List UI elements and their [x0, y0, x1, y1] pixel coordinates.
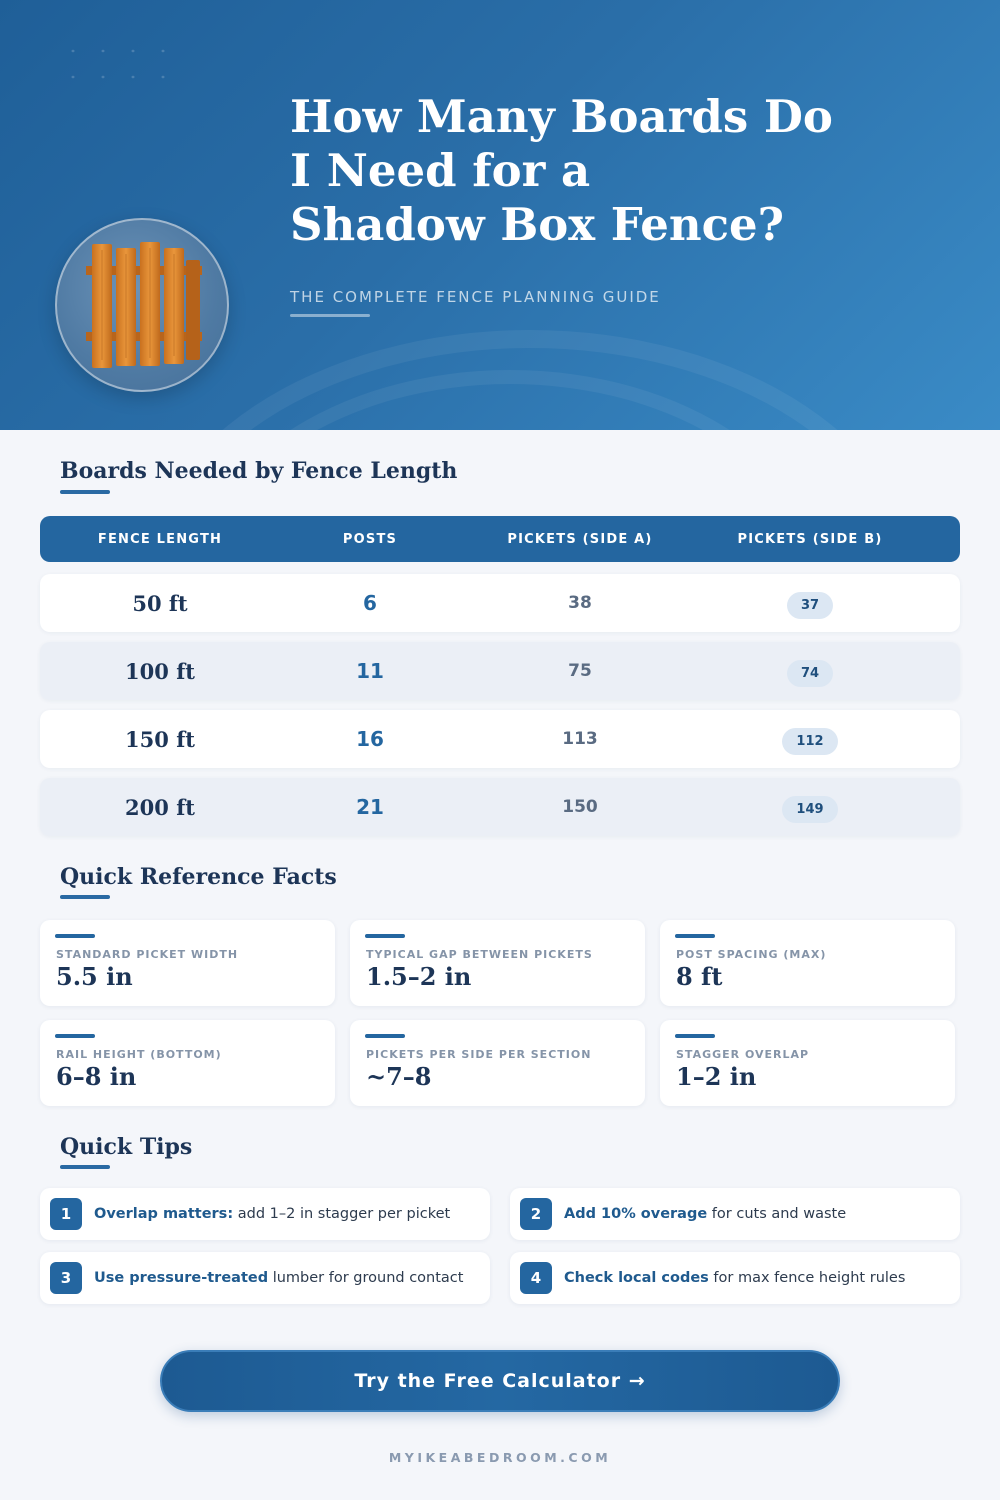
fact-accent-bar — [55, 934, 95, 938]
subtitle-divider — [290, 314, 370, 317]
value-pill: 74 — [787, 660, 833, 687]
page-subtitle: THE COMPLETE FENCE PLANNING GUIDE — [290, 288, 661, 306]
fact-value: 1.5–2 in — [366, 962, 472, 991]
cell-fence-length: 50 ft — [132, 590, 188, 616]
tip-emphasis: Use pressure-treated — [94, 1270, 269, 1286]
tip-text — [564, 1206, 846, 1222]
tip-emphasis: Check local codes — [564, 1270, 709, 1286]
column-header-pickets-side-b: PICKETS (SIDE B) — [737, 531, 883, 547]
table-row — [40, 574, 960, 632]
tip-detail: for cuts and waste — [707, 1206, 847, 1222]
fact-label: TYPICAL GAP BETWEEN PICKETS — [366, 948, 593, 961]
facts-section-title: Quick Reference Facts — [60, 864, 337, 890]
fact-label: PICKETS PER SIDE PER SECTION — [366, 1048, 592, 1061]
fact-accent-bar — [365, 1034, 405, 1038]
table-header — [40, 516, 960, 562]
footer-site-link[interactable]: MYIKEABEDROOM.COM — [388, 1450, 612, 1465]
tip-card — [40, 1188, 490, 1240]
hero-banner — [0, 0, 1000, 430]
fact-accent-bar — [675, 1034, 715, 1038]
column-header-posts: POSTS — [342, 531, 398, 547]
table-row — [40, 710, 960, 768]
fact-accent-bar — [365, 934, 405, 938]
tip-number-badge: 4 — [520, 1262, 552, 1294]
cell-fence-length: 200 ft — [125, 794, 195, 820]
tip-number-badge: 3 — [50, 1262, 82, 1294]
title-line: Shadow Box Fence? — [290, 198, 785, 251]
fact-value: 5.5 in — [56, 962, 133, 991]
fact-card — [350, 920, 645, 1006]
page-title — [290, 90, 910, 252]
fact-card — [40, 920, 335, 1006]
table-row — [40, 778, 960, 836]
section-divider — [60, 490, 110, 494]
cell-posts: 21 — [356, 795, 384, 819]
cell-pickets-side-a: 150 — [562, 797, 598, 817]
cell-pickets-side-b — [700, 588, 920, 619]
tip-detail: lumber for ground contact — [268, 1270, 464, 1286]
cell-pickets-side-b — [700, 792, 920, 823]
fact-accent-bar — [675, 934, 715, 938]
tip-text — [564, 1270, 905, 1286]
fact-label: STANDARD PICKET WIDTH — [56, 948, 239, 961]
tip-detail: for max fence height rules — [708, 1270, 906, 1286]
fact-card — [40, 1020, 335, 1106]
cell-pickets-side-b — [700, 656, 920, 687]
tip-text — [94, 1206, 450, 1222]
fact-accent-bar — [55, 1034, 95, 1038]
tip-number-badge: 2 — [520, 1198, 552, 1230]
cell-pickets-side-a: 75 — [568, 661, 592, 681]
tip-emphasis: Overlap matters: — [94, 1206, 234, 1222]
fact-value: 8 ft — [676, 962, 723, 991]
try-calculator-button[interactable]: Try the Free Calculator → — [160, 1350, 840, 1412]
value-pill: 149 — [782, 796, 837, 823]
tip-detail: add 1–2 in stagger per picket — [233, 1206, 451, 1222]
fact-value: 1–2 in — [676, 1062, 757, 1091]
tips-section-title: Quick Tips — [60, 1134, 193, 1160]
fact-value: 6–8 in — [56, 1062, 137, 1091]
tip-emphasis: Add 10% overage — [564, 1206, 708, 1222]
fact-label: POST SPACING (MAX) — [676, 948, 827, 961]
cell-fence-length: 150 ft — [125, 726, 195, 752]
value-pill: 112 — [782, 728, 837, 755]
cell-pickets-side-a: 113 — [562, 729, 598, 749]
column-header-fence-length: FENCE LENGTH — [97, 531, 223, 547]
fact-card — [350, 1020, 645, 1106]
cell-pickets-side-b — [700, 724, 920, 755]
fact-label: STAGGER OVERLAP — [676, 1048, 810, 1061]
cell-fence-length: 100 ft — [125, 658, 195, 684]
decor-dots — [58, 38, 168, 98]
fact-label: RAIL HEIGHT (BOTTOM) — [56, 1048, 222, 1061]
fact-value: ~7–8 — [366, 1062, 432, 1091]
cell-pickets-side-a: 38 — [568, 593, 592, 613]
section-divider — [60, 1165, 110, 1169]
section-divider — [60, 895, 110, 899]
fact-card — [660, 920, 955, 1006]
value-pill: 37 — [787, 592, 833, 619]
cell-posts: 16 — [356, 727, 384, 751]
column-header-pickets-side-a: PICKETS (SIDE A) — [507, 531, 653, 547]
table-row — [40, 642, 960, 700]
cell-posts: 11 — [356, 659, 384, 683]
tip-text — [94, 1270, 463, 1286]
tip-card — [40, 1252, 490, 1304]
tip-number-badge: 1 — [50, 1198, 82, 1230]
title-line: How Many Boards Do — [290, 90, 833, 143]
wooden-fence-panel-icon — [82, 240, 206, 372]
boards-section-title: Boards Needed by Fence Length — [60, 458, 458, 484]
tip-card — [510, 1188, 960, 1240]
tip-card — [510, 1252, 960, 1304]
cell-posts: 6 — [363, 591, 377, 615]
fence-image-badge — [55, 218, 229, 392]
fact-card — [660, 1020, 955, 1106]
title-line: I Need for a — [290, 144, 591, 197]
